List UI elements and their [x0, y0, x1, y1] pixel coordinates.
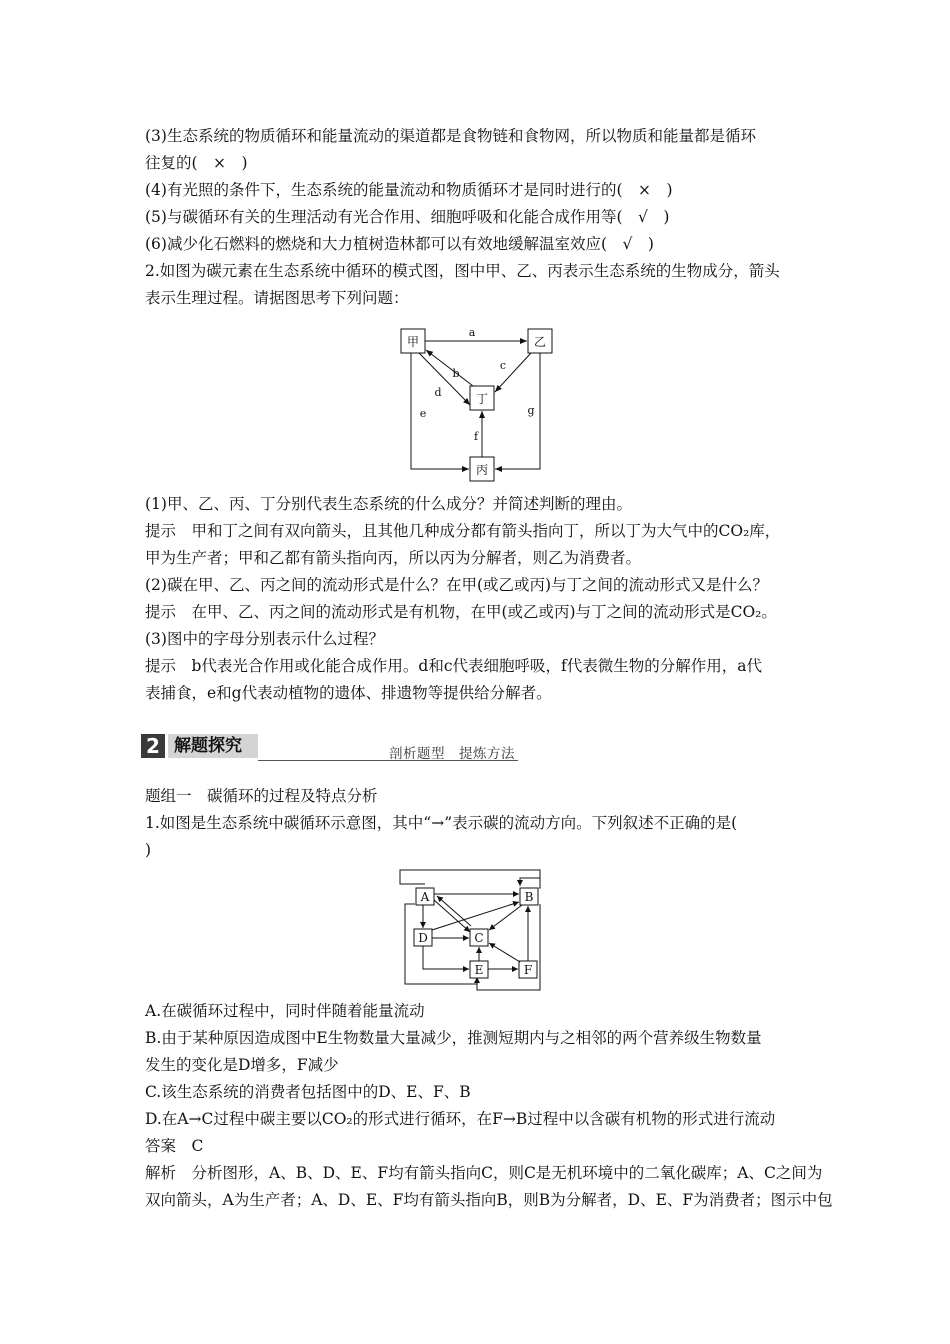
node-D-label: D — [418, 931, 428, 945]
hint-1-line-1: 提示 甲和丁之间有双向箭头，且其他几种成分都有箭头指向丁，所以丁为大气中的CO₂库， — [145, 522, 781, 540]
problem-1-line-2: ) — [145, 841, 152, 859]
node-B-label: B — [524, 890, 534, 904]
statement-6: (6)减少化石燃料的燃烧和大力植树造林都可以有效地缓解温室效应( √ ) — [145, 235, 654, 253]
label-c: c — [499, 359, 507, 372]
label-d: d — [434, 386, 442, 399]
problem-1-line-1: 1.如图是生态系统中碳循环示意图，其中“→”表示碳的流动方向。下列叙述不正确的是( — [145, 814, 738, 832]
hint-3-line-2: 表捕食，e和g代表动植物的遗体、排遗物等提供给分解者。 — [145, 684, 552, 702]
option-d: D.在A→C过程中碳主要以CO₂的形式进行循环，在F→B过程中以含碳有机物的形式进行流动 — [145, 1110, 776, 1128]
question-2-line-2: 表示生理过程。请据图思考下列问题： — [145, 289, 409, 307]
section-number: 2 — [141, 734, 165, 758]
node-A-label: A — [420, 890, 430, 904]
subquestion-3: (3)图中的字母分别表示什么过程？ — [145, 630, 384, 648]
label-f: f — [473, 430, 479, 443]
answer: 答案 C — [145, 1137, 204, 1155]
node-jia-label: 甲 — [406, 335, 420, 349]
statement-3-line-2: 往复的( × ) — [145, 154, 248, 172]
arrow-outer-top-end — [520, 870, 540, 886]
hint-3-line-1: 提示 b代表光合作用或化能合成作用。d和c代表细胞呼吸，f代表微生物的分解作用，a代 — [145, 657, 763, 675]
label-e: e — [419, 407, 427, 420]
label-g: g — [527, 404, 535, 417]
arrow-D-E — [423, 946, 469, 969]
arrow-D-B — [432, 902, 519, 930]
subquestion-1: (1)甲、乙、丙、丁分别代表生态系统的什么成分？并简述判断的理由。 — [145, 495, 632, 513]
carbon-cycle-diagram-1 — [395, 320, 560, 485]
label-b: b — [452, 367, 460, 380]
explanation-line-2: 双向箭头，A为生产者；A、D、E、F均有箭头指向B，则B为分解者，D、E、F为消费者；图示中包 — [145, 1191, 833, 1209]
arrow-C-A — [437, 896, 471, 926]
group-heading: 题组一 碳循环的过程及特点分析 — [145, 787, 378, 805]
option-b-line-1: B.由于某种原因造成图中E生物数量大量减少，推测短期内与之相邻的两个营养级生物数量 — [145, 1029, 762, 1047]
node-C-label: C — [474, 931, 484, 945]
explanation-line-1: 解析 分析图形，A、B、D、E、F均有箭头指向C，则C是无机环境中的二氧化碳库；A、C之间为 — [145, 1164, 823, 1182]
arrow-outer-top — [400, 870, 540, 888]
label-a: a — [468, 326, 476, 339]
question-2-line-1: 2.如图为碳元素在生态系统中循环的模式图，图中甲、乙、丙表示生态系统的生物成分，箭头 — [145, 262, 780, 280]
node-E-label: E — [474, 963, 484, 977]
node-bing-label: 丙 — [475, 463, 489, 477]
node-F-label: F — [523, 963, 533, 977]
section-subtitle: 剖析题型 提炼方法 — [389, 746, 515, 762]
arrow-B-C — [489, 905, 522, 930]
node-ding-label: 丁 — [475, 392, 489, 406]
statement-4: (4)有光照的条件下，生态系统的能量流动和物质循环才是同时进行的( × ) — [145, 181, 673, 199]
subquestion-2: (2)碳在甲、乙、丙之间的流动形式是什么？在甲(或乙或丙)与丁之间的流动形式又是什么？ — [145, 576, 769, 594]
arrow-d — [419, 353, 470, 405]
section-title: 解题探究 — [174, 736, 242, 756]
hint-1-line-2: 甲为生产者；甲和乙都有箭头指向丙，所以丙为分解者，则乙为消费者。 — [145, 549, 642, 567]
statement-5: (5)与碳循环有关的生理活动有光合作用、细胞呼吸和化能合成作用等( √ ) — [145, 208, 670, 226]
carbon-cycle-diagram-2 — [395, 866, 555, 996]
node-yi-label: 乙 — [533, 335, 547, 349]
hint-2: 提示 在甲、乙、丙之间的流动形式是有机物，在甲(或乙或丙)与丁之间的流动形式是CO₂。 — [145, 603, 777, 621]
option-a: A.在碳循环过程中，同时伴随着能量流动 — [145, 1002, 425, 1020]
statement-3-line-1: (3)生态系统的物质循环和能量流动的渠道都是食物链和食物网，所以物质和能量都是循环 — [145, 127, 756, 145]
option-b-line-2: 发生的变化是D增多，F减少 — [145, 1056, 339, 1074]
arrow-F-C — [489, 943, 520, 962]
option-c: C.该生态系统的消费者包括图中的D、E、F、B — [145, 1083, 471, 1101]
